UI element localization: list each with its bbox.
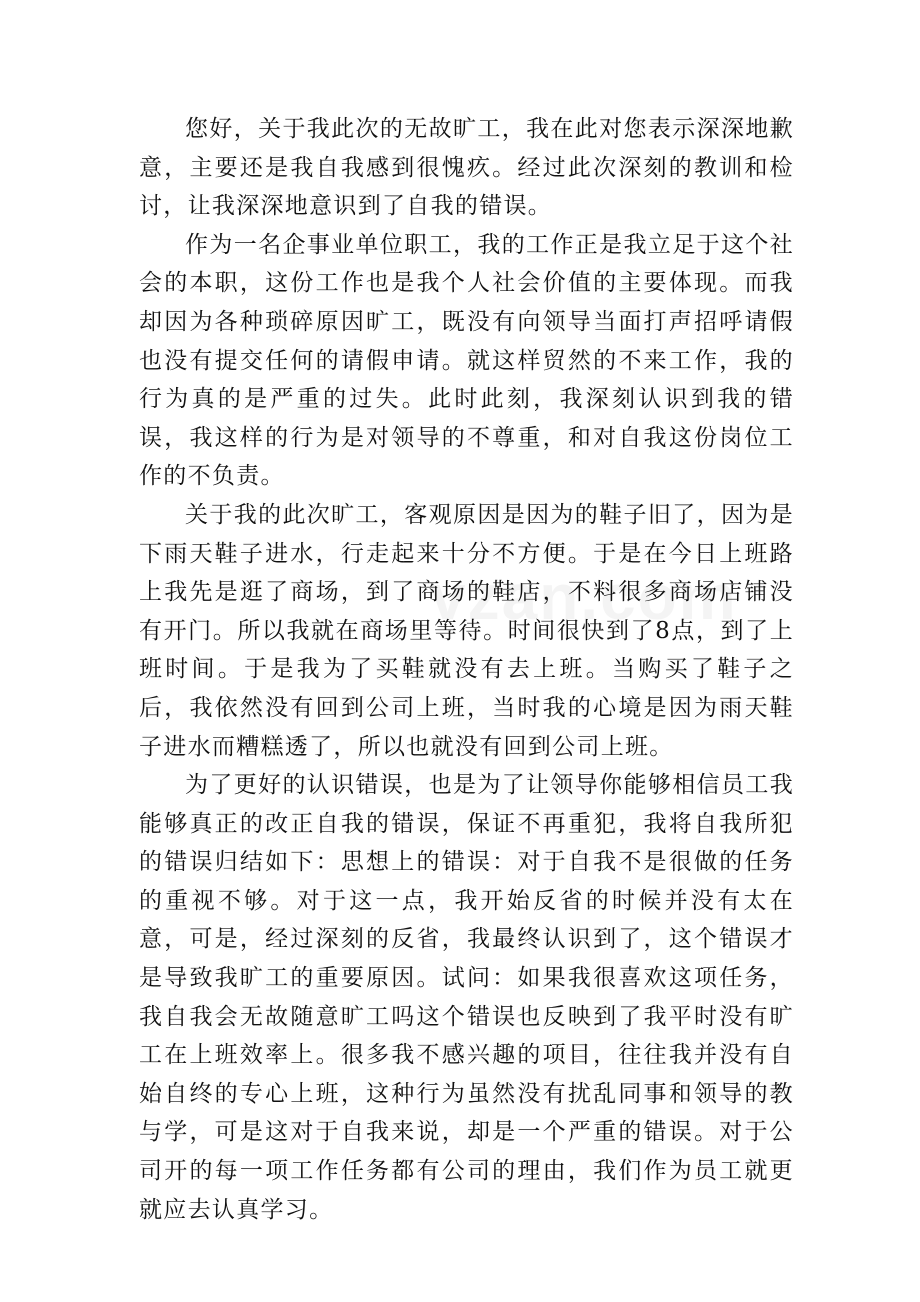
document-body (139, 110, 794, 1229)
paragraph-2: 作为一名企事业单位职工，我的工作正是我立足于这个社会的本职，这份工作也是我个人社会价值的主要体现。而我却因为各种琐碎原因旷工，既没有向领导当面打声招呼请假也没有提交任何的请假申请。就这样贸然的不来工作，我的行为真的是严重的过失。此时此刻，我深刻认识到我的错误，我这样的行为是对领导的不尊重，和对自我这份岗位工作的不负责。 (139, 231, 794, 490)
paragraph-1: 您好，关于我此次的无故旷工，我在此对您表示深深地歉意，主要还是我自我感到很愧疚。经过此次深刻的教训和检讨，让我深深地意识到了自我的错误。 (139, 116, 794, 220)
paragraph-3: 关于我的此次旷工，客观原因是因为的鞋子旧了，因为是下雨天鞋子进水，行走起来十分不方便。于是在今日上班路上我先是逛了商场，到了商场的鞋店，不料很多商场店铺没有开门。所以我就在商场里等待。时间很快到了8点，到了上班时间。于是我为了买鞋就没有去上班。当购买了鞋子之后，我依然没有回到公司上班，当时我的心境是因为雨天鞋子进水而糟糕透了，所以也就没有回到公司上班。 (139, 501, 794, 760)
paragraph-4: 为了更好的认识错误，也是为了让领导你能够相信员工我能够真正的改正自我的错误，保证不再重犯，我将自我所犯的错误归结如下：思想上的错误：对于自我不是很做的任务的重视不够。对于这一点，我开始反省的时候并没有太在意，可是，经过深刻的反省，我最终认识到了，这个错误才是导致我旷工的重要原因。试问：如果我很喜欢这项任务，我自我会无故随意旷工吗这个错误也反映到了我平时没有旷工在上班效率上。很多我不感兴趣的项目，往往我并没有自始自终的专心上班，这种行为虽然没有扰乱同事和领导的教与学，可是这对于自我来说，却是一个严重的错误。对于公司开的每一项工作任务都有公司的理由，我们作为员工就更就应去认真学习。 (139, 772, 794, 1223)
